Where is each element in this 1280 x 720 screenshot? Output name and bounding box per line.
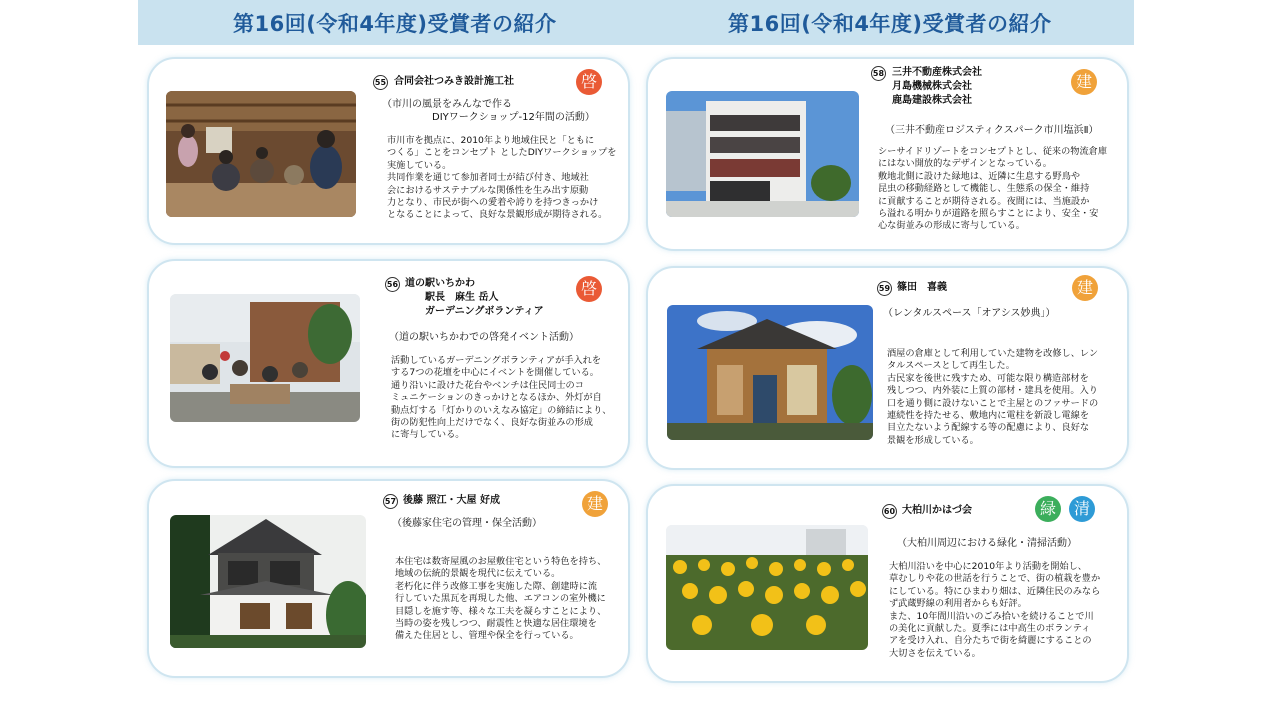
award-description-55: 市川市を拠点に、2010年より地域住民と「ともに つくる」ことをコンセプト としたDIYワークショップを 実施している。 共同作業を通じて参加者同士が結び付き、地域社 会におけるサステナブルな関係性を生み出す原動 力となり、市民が街への愛着や誇りを持つきっかけ となることによって、良好な景観形成が期待される。 (387, 135, 617, 221)
award-name-59: 篠田 喜義 (897, 282, 947, 293)
award-name-57: 後藤 照江・大屋 好成 (403, 495, 500, 506)
award-number-58: 58 (871, 66, 886, 81)
award-description-59: 酒屋の倉庫として利用していた建物を改修し、レン タルスペースとして再生した。 古民家を後世に残すため、可能な限り構造部材を 残しつつ、内外装に上質の部材・建具を使用。入り 口を通り側に設けないことで主屋とのファサードの 連続性を持たせる、敷地内に電柱を新設し電線を 目立たないよう配線する等の配慮により、良好な 景観を形成している。 (887, 348, 1099, 446)
award-photo-58 (666, 91, 859, 217)
award-name-60: 大柏川かはづ会 (902, 505, 972, 516)
page-title-left: 第16回(令和4年度)受賞者の紹介 (233, 12, 557, 36)
award-name-55: 合同会社つみき設計施工社 (394, 76, 514, 87)
badge-ken-icon: 建 (582, 491, 608, 517)
award-description-58: シーサイドリゾートをコンセプトとし、従来の物流倉庫 にはない開放的なデザインとなっている。 敷地北側に設けた緑地は、近隣に生息する野鳥や 昆虫の移動経路として機能し、生態系の保全・維持 に貢献することが期待される。夜間には、当施設か ら溢れる明かりが道路を照らすことにより、安全・安 心な街並みの形成に寄与している。 (878, 146, 1108, 232)
award-activity-60: （大柏川周辺における緑化・清掃活動） (897, 538, 1077, 549)
award-number-57: 57 (383, 494, 398, 509)
award-number-55: 55 (373, 75, 388, 90)
award-activity-58: （三井不動産ロジスティクスパーク市川塩浜Ⅱ） (885, 125, 1099, 136)
award-photo-59 (667, 305, 873, 440)
award-activity-55: （市川の風景をみんなで作る DIYワークショップ-12年間の活動） (382, 99, 595, 123)
header-banner (138, 0, 1134, 45)
badge-sei-icon: 清 (1069, 496, 1095, 522)
badge-ryoku-icon: 緑 (1035, 496, 1061, 522)
award-photo-55 (166, 91, 356, 217)
page-title-right: 第16回(令和4年度)受賞者の紹介 (728, 12, 1052, 36)
award-photo-56 (170, 294, 360, 422)
award-name-56: 道の駅いちかわ 駅長 麻生 岳人 ガーデニングボランティア (405, 278, 544, 317)
award-number-59: 59 (877, 281, 892, 296)
award-number-60: 60 (882, 504, 897, 519)
badge-ken-icon: 建 (1072, 275, 1098, 301)
award-photo-57 (170, 515, 366, 648)
award-description-57: 本住宅は数寄屋風のお屋敷住宅という特色を持ち、 地域の伝統的景観を現代に伝えている。 老朽化に伴う改修工事を実施した際、創建時に流 行していた黒瓦を再現した他、エアコンの室外機に 目隠しを施す等、様々な工夫を凝らすことにより、 当時の姿を残しつつ、耐震性と快適な居住環境を 備えた住居とし、管理や保全を行っている。 (395, 556, 607, 642)
award-description-60: 大柏川沿いを中心に2010年より活動を開始し、 草むしりや花の世話を行うことで、街の植栽を豊か にしている。特にひまわり畑は、近隣住民のみなら ず武蔵野線の利用者からも好評。 また、10年間川沿いのごみ拾いを続けることで川 の美化に貢献した。夏季には中高生のボランティ アを受け入れ、自分たちで街を綺麗にすることの 大切さを伝えている。 (889, 561, 1101, 659)
award-name-58: 三井不動産株式会社 月島機械株式会社 鹿島建設株式会社 (892, 67, 982, 106)
award-activity-56: （道の駅いちかわでの啓発イベント活動） (389, 332, 579, 343)
badge-ken-icon: 建 (1071, 69, 1097, 95)
award-photo-60 (666, 525, 868, 650)
badge-kei-icon: 啓 (576, 69, 602, 95)
award-activity-57: （後藤家住宅の管理・保全活動） (392, 518, 542, 529)
badge-kei-icon: 啓 (576, 276, 602, 302)
award-activity-59: （レンタルスペース「オアシス妙典」） (883, 308, 1056, 319)
award-description-56: 活動しているガーデニングボランティアが手入れを する7つの花壇を中心にイベントを開催している。 通り沿いに設けた花台やベンチは住民同士のコ ミュニケーションのきっかけとなるほか、外灯が自 動点灯する「灯かりのいえなみ協定」の締結により、 街の防犯性向上だけでなく、良好な街並みの形成 に寄与している。 (391, 355, 612, 441)
award-number-56: 56 (385, 277, 400, 292)
